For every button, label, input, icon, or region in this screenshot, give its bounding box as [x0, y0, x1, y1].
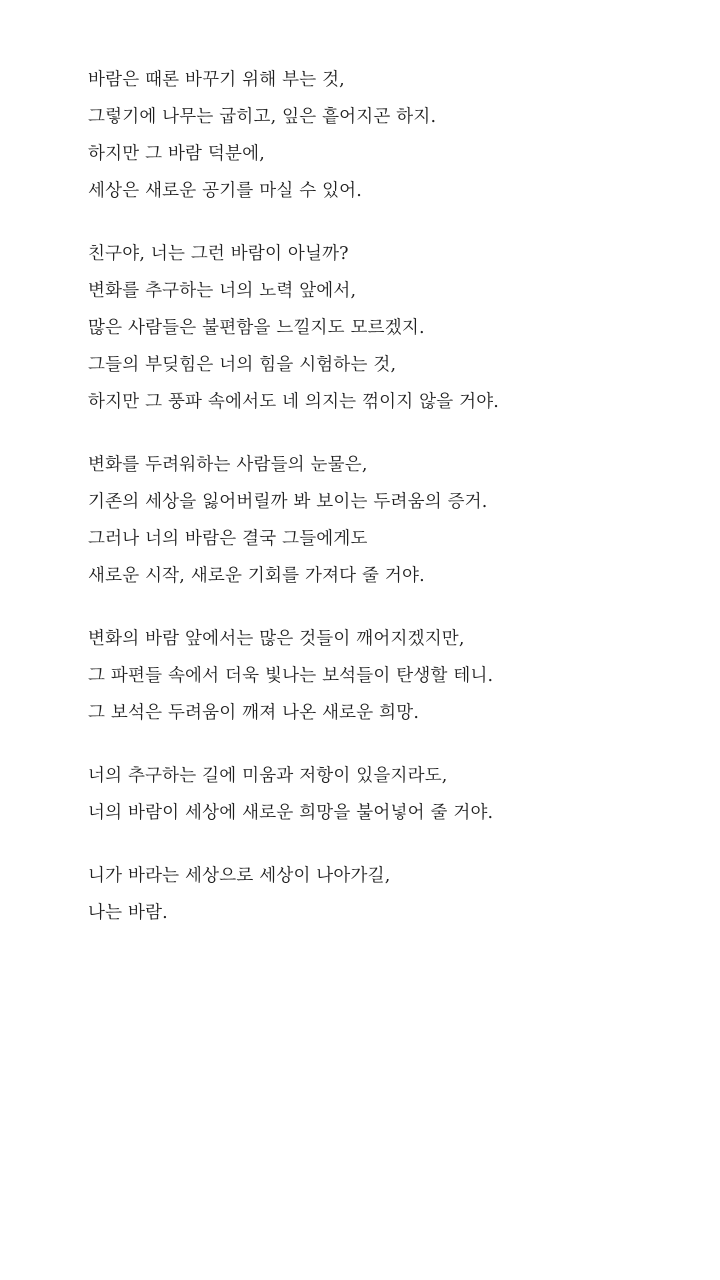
poem-line: 변화의 바람 앞에서는 많은 것들이 깨어지겠지만,	[88, 629, 465, 649]
poem-line: 하지만 그 바람 덕분에,	[88, 144, 265, 164]
poem-line: 변화를 추구하는 너의 노력 앞에서,	[88, 281, 357, 301]
poem-line: 니가 바라는 세상으로 세상이 나아가길,	[88, 866, 391, 886]
stanza-1	[88, 62, 698, 210]
poem-body	[88, 62, 698, 958]
poem-line: 세상은 새로운 공기를 마실 수 있어.	[88, 181, 363, 201]
poem-line: 그들의 부딪힘은 너의 힘을 시험하는 것,	[88, 355, 397, 375]
poem-line: 하지만 그 풍파 속에서도 네 의지는 꺾이지 않을 거야.	[88, 392, 500, 412]
poem-line: 새로운 시작, 새로운 기회를 가져다 줄 거야.	[88, 566, 425, 586]
poem-line: 너의 추구하는 길에 미움과 저항이 있을지라도,	[88, 766, 448, 786]
poem-line: 많은 사람들은 불편함을 느낄지도 모르겠지.	[88, 318, 425, 338]
poem-line: 그렇기에 나무는 굽히고, 잎은 흩어지곤 하지.	[88, 107, 437, 127]
stanza-6	[88, 858, 698, 932]
poem-line: 변화를 두려워하는 사람들의 눈물은,	[88, 455, 368, 475]
stanza-4	[88, 621, 698, 732]
stanza-5	[88, 758, 698, 832]
poem-line: 친구야, 너는 그런 바람이 아닐까?	[88, 244, 349, 264]
stanza-3	[88, 447, 698, 595]
poem-line: 그러나 너의 바람은 결국 그들에게도	[88, 529, 368, 549]
poem-line: 너의 바람이 세상에 새로운 희망을 불어넣어 줄 거야.	[88, 803, 494, 823]
poem-line: 나는 바람.	[88, 903, 168, 923]
stanza-2	[88, 236, 698, 421]
poem-line: 그 보석은 두려움이 깨져 나온 새로운 희망.	[88, 703, 420, 723]
poem-line: 바람은 때론 바꾸기 위해 부는 것,	[88, 70, 345, 90]
poem-line: 기존의 세상을 잃어버릴까 봐 보이는 두려움의 증거.	[88, 492, 488, 512]
poem-line: 그 파편들 속에서 더욱 빛나는 보석들이 탄생할 테니.	[88, 666, 494, 686]
